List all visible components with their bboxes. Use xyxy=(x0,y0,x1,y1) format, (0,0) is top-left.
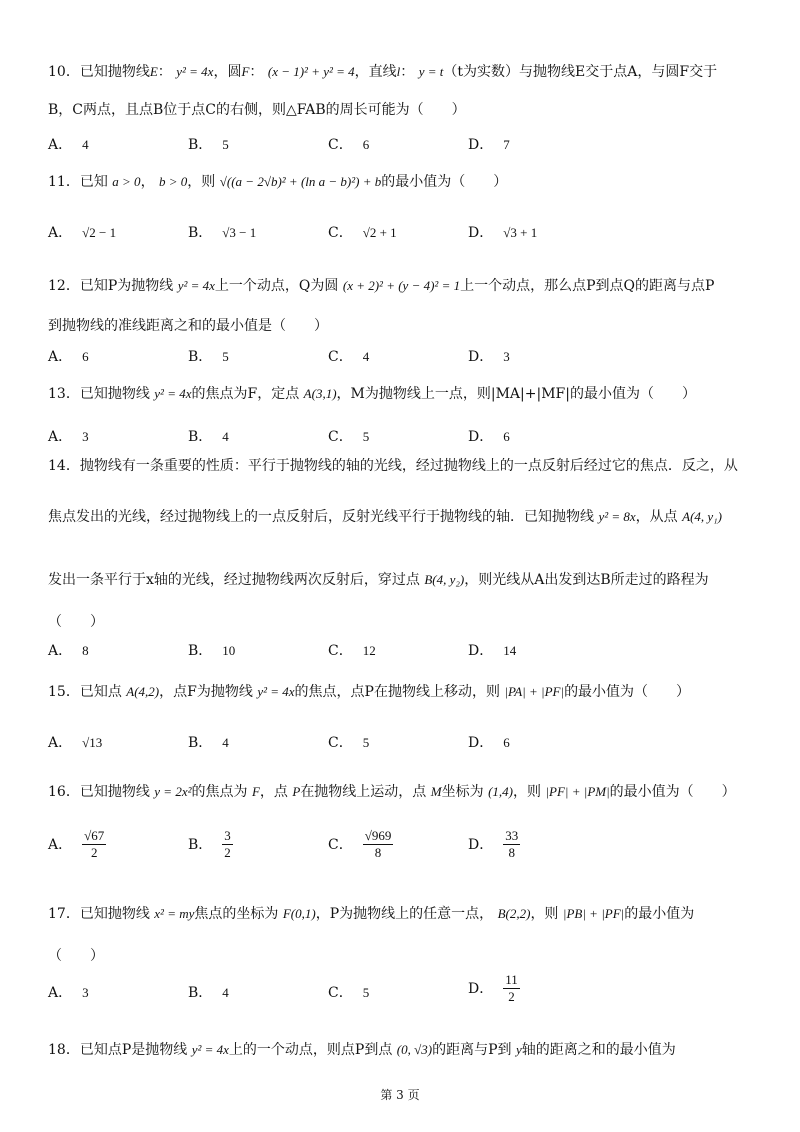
q10-option-d[interactable]: D． 7 xyxy=(468,137,510,153)
q12-options xyxy=(48,346,768,368)
q14-line3: 发出一条平行于x轴的光线，经过抛物线两次反射后，穿过点 B(4, y₂)，则光线从A出发到达B所走过的路程为 xyxy=(48,572,709,588)
q10-line1: 10．已知抛物线E： y² = 4x，圆F： (x − 1)² + y² = 4，直线l： y = t（t为实数）与抛物线E交于点A，与圆F交于 xyxy=(48,64,718,80)
q12-option-b[interactable]: B． 5 xyxy=(188,349,229,365)
q13-option-b[interactable]: B． 4 xyxy=(188,429,229,445)
q14-option-a[interactable]: A． 8 xyxy=(48,643,89,659)
q15-options xyxy=(48,732,768,754)
q14-line2: 焦点发出的光线，经过抛物线上的一点反射后，反射光线平行于抛物线的轴．已知抛物线 y² = 8x，从点 A(4, y₁) xyxy=(48,509,723,525)
q15-option-c[interactable]: C． 5 xyxy=(328,735,370,751)
q11-option-a[interactable]: A． √2 − 1 xyxy=(48,225,117,241)
q17-paren: （ ） xyxy=(48,948,104,964)
q13-option-c[interactable]: C． 5 xyxy=(328,429,370,445)
q14-paren: （ ） xyxy=(48,614,104,630)
q13-option-a[interactable]: A． 3 xyxy=(48,429,89,445)
q14-option-c[interactable]: C． 12 xyxy=(328,643,376,659)
q15-option-a[interactable]: A． √13 xyxy=(48,735,103,751)
q13-options xyxy=(48,426,768,448)
q11-option-b[interactable]: B． √3 − 1 xyxy=(188,225,257,241)
q12-line1: 12．已知P为抛物线 y² = 4x上一个动点，Q为圆 (x + 2)² + (y − 4)² = 1上一个动点，那么点P到点Q的距离与点P xyxy=(48,278,715,294)
q10-options xyxy=(48,134,768,156)
q16-options xyxy=(48,828,768,868)
q12-option-d[interactable]: D． 3 xyxy=(468,349,510,365)
q17-option-d[interactable]: D． $\frac{11}{2}$ xyxy=(468,972,518,1004)
q16-option-d[interactable]: D． $\frac{33}{8}$ xyxy=(468,828,519,860)
q10-option-c[interactable]: C． 6 xyxy=(328,137,370,153)
q10-option-a[interactable]: A． 4 xyxy=(48,137,89,153)
q11-option-c[interactable]: C． √2 + 1 xyxy=(328,225,397,241)
q11-options xyxy=(48,222,768,244)
q12-option-c[interactable]: C． 4 xyxy=(328,349,370,365)
q16-option-c[interactable]: C． $\frac{√969}{8}$ xyxy=(328,828,392,860)
q17-option-a[interactable]: A． 3 xyxy=(48,985,89,1001)
q16-option-b[interactable]: B． $\frac{3}{2}$ xyxy=(188,828,231,860)
q12-line2: 到抛物线的准线距离之和的最小值是（ ） xyxy=(48,318,328,334)
q11-line1: 11．已知 a > 0， b > 0，则 √((a − 2√b)² + (ln a − b)²) + b的最小值为（ ） xyxy=(48,174,508,190)
q17-option-b[interactable]: B． 4 xyxy=(188,985,229,1001)
q14-options xyxy=(48,640,768,662)
q16-line1: 16．已知抛物线 y = 2x²的焦点为 F，点 P在抛物线上运动，点 M坐标为 (1,4)，则 |PF| + |PM|的最小值为（ ） xyxy=(48,784,736,800)
q10-line2: B，C两点，且点B位于点C的右侧，则△FAB的周长可能为（ ） xyxy=(48,102,466,118)
q15-option-b[interactable]: B． 4 xyxy=(188,735,229,751)
q16-option-a[interactable]: A． $\frac{√67}{2}$ xyxy=(48,828,105,860)
q10-option-b[interactable]: B． 5 xyxy=(188,137,229,153)
q13-line1: 13．已知抛物线 y² = 4x的焦点为F，定点 A(3,1)，M为抛物线上一点，则|MA|+|MF|的最小值为（ ） xyxy=(48,386,696,402)
q14-option-d[interactable]: D． 14 xyxy=(468,643,517,659)
q13-option-d[interactable]: D． 6 xyxy=(468,429,510,445)
q12-option-a[interactable]: A． 6 xyxy=(48,349,89,365)
q17-line1: 17．已知抛物线 x² = my焦点的坐标为 F(0,1)，P为抛物线上的任意一点， B(2,2)，则 |PB| + |PF|的最小值为 xyxy=(48,906,695,922)
q17-options xyxy=(48,972,768,1022)
q14-line1: 14．抛物线有一条重要的性质：平行于抛物线的轴的光线，经过抛物线上的一点反射后经过它的焦点．反之，从 xyxy=(48,458,738,474)
q14-option-b[interactable]: B． 10 xyxy=(188,643,236,659)
q15-line1: 15．已知点 A(4,2)，点F为抛物线 y² = 4x的焦点，点P在抛物线上移动，则 |PA| + |PF|的最小值为（ ） xyxy=(48,684,691,700)
page-footer: 第 3 页 xyxy=(380,1088,420,1102)
q11-option-d[interactable]: D． √3 + 1 xyxy=(468,225,538,241)
q18-line1: 18．已知点P是抛物线 y² = 4x上的一个动点，则点P到点 (0, √3)的距离与P到 y轴的距离之和的最小值为 xyxy=(48,1042,676,1058)
q15-option-d[interactable]: D． 6 xyxy=(468,735,510,751)
q17-option-c[interactable]: C． 5 xyxy=(328,985,370,1001)
